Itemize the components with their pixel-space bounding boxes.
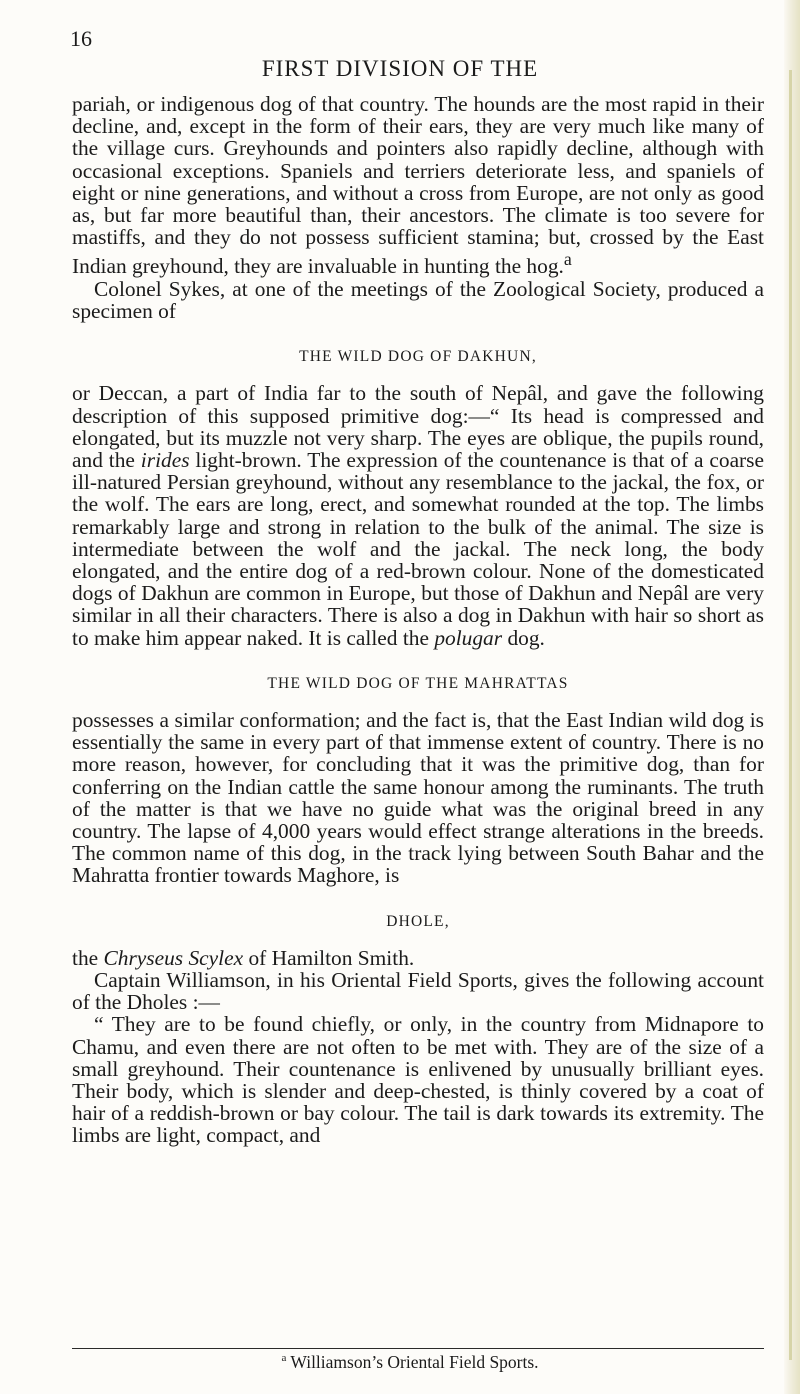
running-head: FIRST DIVISION OF THE <box>261 56 539 81</box>
paragraph-deccan: or Deccan, a part of India far to the south of Nepâl, and gave the following description of this supposed primitive dog:—“ Its head is compressed and elongated, but its muzzle not very sharp. The eyes are oblique, the pupils round, and the irides light-brown. The expression of the countenance is that of a coarse ill-natured Persian greyhound, without any resemblance to the jackal, the fox, or the wolf. The ears are long, erect, and somewhat rounded at the top. The limbs remarkably large and strong in relation to the bulk of the animal. The size is intermediate between the wolf and the jackal. The neck long, the body elongated, and the entire dog of a red-brown colour. None of the domesticated dogs of Dakhun are common in Europe, but those of Dakhun and Nepâl are very similar in all their characters. There is also a dog in Dakhun with hair so short as to make him appear naked. It is called the polugar dog. <box>72 381 764 650</box>
paragraph-quote-dholes: “ They are to be found chiefly, or only, in the country from Midnapore to Chamu, and even there are not often to be met with. They are of the size of a small greyhound. Their countenance is enlivened by unusually brilliant eyes. Their body, which is slender and deep-chested, is thinly covered by a coat of hair of a reddish-brown or bay colour. The tail is dark towards its extremity. The limbs are light, compact, and <box>72 1012 764 1148</box>
paragraph-mahrattas: possesses a similar conformation; and the fact is, that the East Indian wild dog is essentially the same in every part of that immense extent of country. There is no more reason, however, for concluding that it was the primitive dog, than for conferring on the Indian cattle the same honour among the ruminants. The truth of the matter is that we have no guide what was the original breed in any country. The lapse of 4,000 years would effect strange alterations in the breeds. The common name of this dog, in the track lying between South Bahar and the Mahratta frontier towards Maghore, is <box>72 708 764 888</box>
section-heading-wild-dog-dakhun: THE WILD DOG OF DAKHUN, <box>299 348 537 366</box>
section-heading-wild-dog-mahrattas: THE WILD DOG OF THE MAHRATTAS <box>267 674 569 692</box>
paragraph-pariah: pariah, or indigenous dog of that country. The hounds are the most rapid in their decline, and, except in the form of their ears, they are very much like many of the village curs. Greyhounds and pointers also rapidly decline, although with occasional exceptions. Spaniels and terriers deteriorate less, and spaniels of eight or nine generations, and without a cross from Europe, are not only as good as, but far more beautiful than, their ancestors. The climate is too severe for mastiffs, and they do not possess sufficient stamina; but, crossed by the East Indian greyhound, they are invaluable in hunting the hog.$^a$ <box>72 92 764 279</box>
body-text <box>72 93 764 1147</box>
footnote-rule <box>72 1348 764 1349</box>
footnote-marker: a <box>563 249 572 270</box>
footnote-ref: a <box>281 1352 287 1365</box>
paragraph-chryseus: the Chryseus Scylex of Hamilton Smith. <box>72 945 415 970</box>
paragraph-colonel-sykes: Colonel Sykes, at one of the meetings of the Zoological Society, produced a specimen of <box>72 276 764 323</box>
page-number: 16 <box>70 26 92 51</box>
section-heading-dhole: DHOLE, <box>386 912 450 930</box>
paragraph-williamson: Captain Williamson, in his Oriental Field Sports, gives the following account of the Dholes :— <box>72 968 764 1015</box>
footnote: $^a$ Williamson’s Oriental Field Sports. <box>281 1352 539 1372</box>
binding-edge-line <box>789 70 792 1360</box>
page-edge-shadow <box>784 0 800 1394</box>
